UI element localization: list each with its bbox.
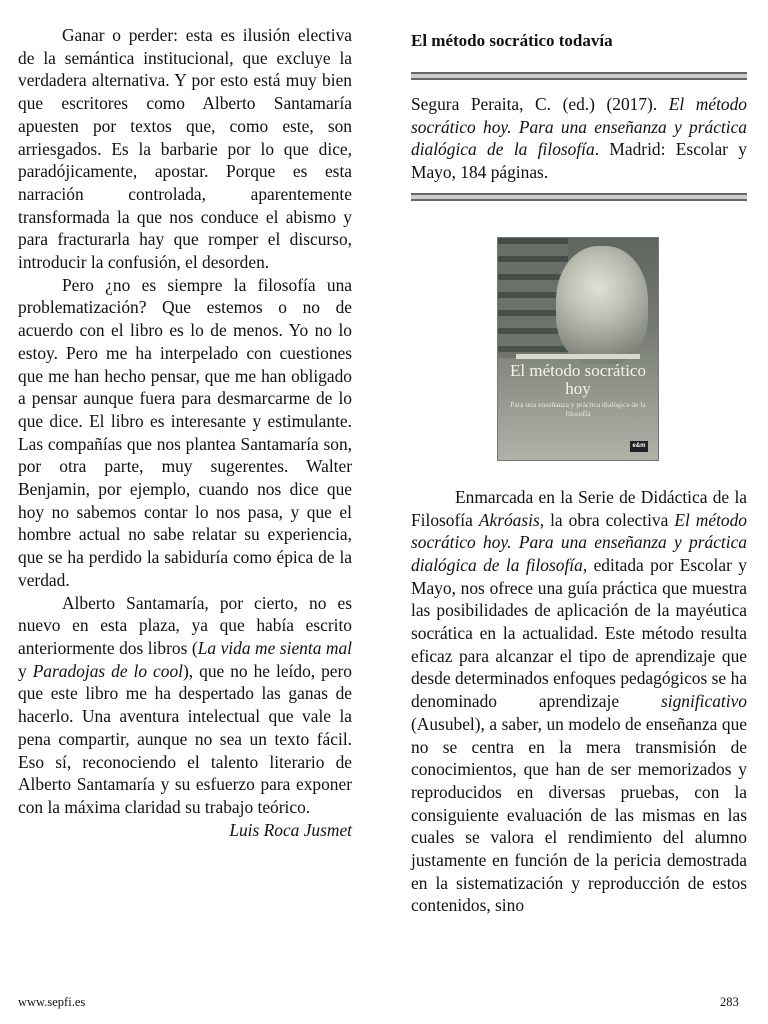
text-span: (Ausubel), a saber, un modelo de enseñanza que no se centra en la mera transmisión de conocimientos, que han de ser memorizados y reproducidos en diversas pruebas, con la consiguiente evaluación de las mismas en las cuales se valora el rendimiento del alumno justamente en función de la pericia demostrada en la sistematización y reproducción de estos contenidos, sino: [411, 713, 747, 916]
text-span: , la obra colectiva: [539, 509, 675, 530]
cover-area: [411, 201, 747, 486]
book-cover-image: [497, 237, 659, 461]
citation-book-title: El método socrático hoy. Para una enseñanza y práctica dialógica de la filosofía: [411, 94, 748, 160]
cover-subtitle: Para una enseñanza y práctica dialógica de la filosofía: [510, 399, 646, 418]
citation: [411, 93, 747, 184]
divider-top: [411, 72, 747, 80]
text-span: Segura Peraita, C. (ed.) (2017).: [411, 94, 669, 114]
cover-title: El método socrático hoy: [510, 360, 646, 398]
text-span: Alberto Santamaría, por cierto, no es nuevo en esta plaza, ya que había escrito anteriormente dos libros (: [18, 592, 352, 658]
left-paragraph-1: Ganar o perder: esta es ilusión electiva de la semántica institucional, que excluye la verdadera alternativa. Y por esto está muy bien que escritores como Alberto Santamaría apuesten por textos que, como este, son arriesgados. Es la barbarie por lo que dice, paradójicamente, apostar. Porque es esta narración controlada, aparentemente transformada la que nos conduce el abismo y para fracturarla hay que romper el discurso, introducir la confusión, el desorden.: [18, 25, 352, 273]
publisher-logo-icon: e&m: [630, 441, 648, 452]
left-paragraph-3: [18, 592, 352, 819]
work-title: El método socrático hoy. Para una enseñanza y práctica dialógica de la filosofía: [411, 509, 748, 575]
section-title: El método socrático todavía: [411, 31, 613, 50]
footer-website: www.sepfi.es: [18, 995, 86, 1009]
cover-author-band: [516, 354, 640, 359]
text-span: , editada por Escolar y Mayo, nos ofrece una guía práctica que muestra las posibilidades de aplicación de la mayéutica socrática en la actualidad. Este método resulta eficaz para alcanzar el tipo de aprendizaje que desde determinados enfoques pedagógicos se ha denominado aprendizaje: [411, 554, 747, 712]
author-signature: Luis Roca Jusmet: [229, 819, 352, 840]
right-paragraph-1: [411, 486, 747, 917]
right-column: [411, 24, 747, 917]
term-significativo: significativo: [661, 691, 747, 712]
divider-bottom: [411, 193, 747, 201]
text-span: Enmarcada en la Serie de Didáctica de la Filosofía: [411, 486, 747, 530]
book-title-paradojas: Paradojas de lo cool: [32, 660, 183, 681]
socrates-bust-image: [556, 246, 648, 364]
text-span: y: [18, 660, 33, 681]
left-column: [18, 24, 352, 841]
page-number: 283: [720, 995, 739, 1009]
left-paragraph-2: Pero ¿no es siempre la filosofía una problematización? Que estemos o no de acuerdo con el libro es lo de menos. Yo no lo estoy. Pero me ha interpelado con cuestiones que me han hecho pensar, que me han obligado a pensar aunque fuera para desmarcarme de lo que dice. El libro es interesante y estimulante. Las compañías que nos plantea Santamaría son, por otra parte, muy sugerentes. Walter Benjamin, por ejemplo, cuando nos dice que hoy no sabemos contar lo nos pasa, y que el hombre actual no sabe relatar su experiencia, que se ha perdido la sabiduría como épica de la verdad.: [18, 274, 352, 590]
text-span: . Madrid: Escolar y Mayo, 184 páginas.: [411, 139, 748, 183]
series-name: Akróasis: [478, 509, 540, 530]
text-span: ), que no he leído, pero que este libro me ha despertado las ganas de hacerlo. Una aventura intelectual que vale la pena compartir, aunque no sea un texto fácil. Eso sí, reconociendo el talento literario de Alberto Santamaría y su esfuerzo para exponer con la máxima claridad su trabajo teórico.: [18, 660, 352, 817]
bibliographic-reference: [411, 93, 747, 184]
book-title-la-vida: La vida me sienta mal: [197, 637, 353, 658]
